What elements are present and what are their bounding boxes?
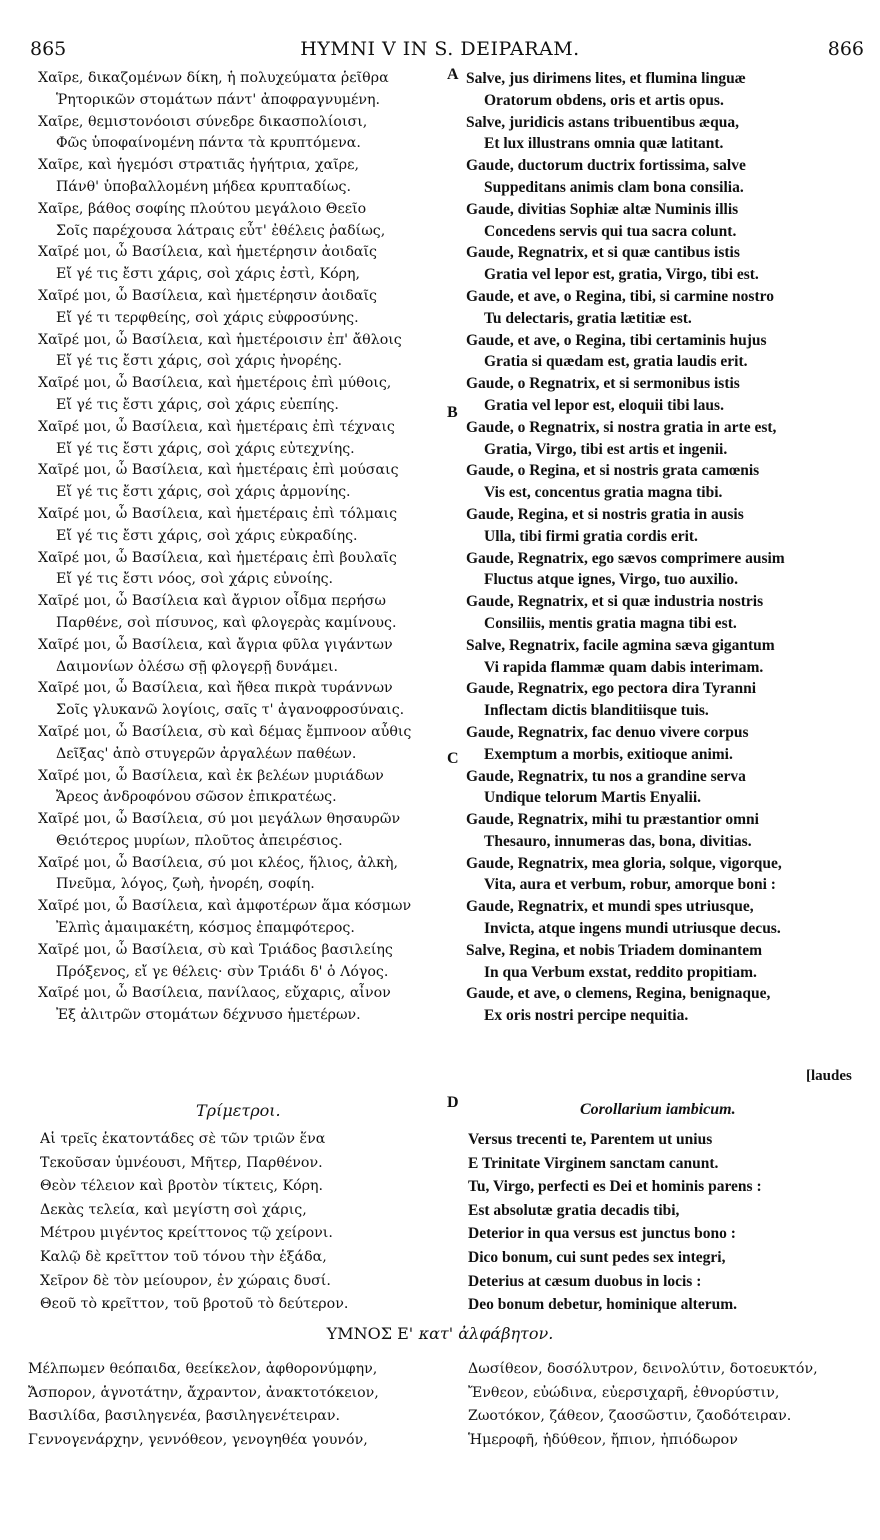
latin-verse-line: Gaude, Regnatrix, fac denuo vivere corpus [466,723,749,741]
corollarium-verses [468,1128,878,1317]
page-header [0,38,880,64]
greek-verse-line: Χαῖρέ μοι, ὦ Βασίλεια καὶ ἄγριον οἶδμα περήσω [38,593,387,610]
greek-verse-line: Σοῖς παρέχουσα λάτραις εὖτ' ἐθέλεις ῥαδίως, [56,222,386,239]
greek-verse-line: Ἐξ ἀλιτρῶν στομάτων δέχνυσο ἡμετέρων. [56,1007,361,1024]
greek-verse-line: Παρθένε, σοὶ πίσυνος, καὶ φλογερὰς καμίνους. [56,614,397,631]
greek-verse-line: Ἄρεος ἀνδροφόνου σῶσον ἐπικρατέως. [56,789,337,806]
greek-verse-line: Πνεῦμα, λόγος, ζωὴ, ἠνορέη, σοφίη. [56,876,315,893]
latin-verse-line: Et lux illustrans omnia quæ latitant. [484,135,724,153]
latin-verse-line: Gratia, Virgo, tibi est artis et ingenii. [484,440,728,458]
greek-verse-line: Χαῖρε, καὶ ἡγεμόσι στρατιᾶς ἡγήτρια, χαῖρε, [38,157,359,174]
corollarium-line: Versus trecenti te, Parentem ut unius [468,1131,713,1148]
latin-verse-line: Gaude, Regnatrix, ego pectora dira Tyranni [466,680,757,698]
greek-verse-line: Εἴ γέ τις ἔστι χάρις, σοὶ χάρις ἠνορέης. [56,353,343,370]
hymn-right-column [468,1358,878,1452]
hymn-line: Ζωοτόκον, ζάθεον, ζαοσῶστιν, ζαοδότειραν. [468,1408,792,1424]
hymn-title-number: ΥΜΝΟΣ Ε' [326,1324,414,1343]
greek-verse-line: Χαῖρέ μοι, ὦ Βασίλεια, καὶ ἡμετέραις ἐπὶ βουλαῖς [38,549,397,566]
latin-verse-line: Gaude, o Regina, et si nostris grata camœnis [466,462,760,480]
greek-verse-line: Χαῖρέ μοι, ὦ Βασίλεια, καὶ ἀμφοτέρων ἅμα κόσμων [38,898,412,915]
latin-verse-line: Salve, jus dirimens lites, et flumina linguæ [466,70,746,87]
latin-verse-line: Gaude, Regnatrix, ego sævos comprimere ausim [466,549,785,567]
latin-verse-line: Gratia vel lepor est, gratia, Virgo, tibi est. [484,266,759,284]
latin-verse-line: Gaude, Regnatrix, et si quæ industria nostris [466,593,764,611]
greek-verse-line: Εἴ γέ τις ἔστι χάρις, σοὶ χάρις ἐστὶ, Κόρη, [56,266,360,283]
greek-verse-line: Εἴ γέ τις ἔστι χάρις, σοὶ χάρις εὐτεχνίης. [56,440,355,457]
latin-verse-line: Gaude, ductorum ductrix fortissima, salve [466,157,746,175]
greek-verse-line: Θειότερος μυρίων, πλοῦτος ἀπειρέσιος. [56,832,343,849]
margin-marker-a: A [447,66,459,83]
greek-verse-line: Χαῖρε, δικαζομένων δίκη, ἡ πολυχεύματα ῥεῖθρα [38,70,389,86]
latin-column [466,68,876,1027]
greek-verse-line: Χαῖρέ μοι, ὦ Βασίλεια, σὺ καὶ Τριάδος βασιλείης [38,941,393,958]
latin-verse-line: Salve, Regnatrix, facile agmina sæva gigantum [466,636,775,654]
latin-verse-line: Gaude, Regina, et si nostris gratia in ausis [466,505,744,523]
greek-verse-line: Χαῖρέ μοι, ὦ Βασίλεια, καὶ ἤθεα πικρὰ τυράννων [38,680,393,697]
latin-verse-line: Concedens servis qui tua sacra colunt. [484,222,737,240]
hymn-line: Γεννογενάρχην, γεννόθεον, γενογηθέα γουνόν, [28,1431,368,1448]
corollarium-line: Deterius at cæsum duobus in locis : [468,1272,702,1290]
hymn-title-subtitle: κατ' ἀλφάβητον. [418,1324,554,1343]
greek-verse-line: Εἴ γέ τις ἔστι χάρις, σοὶ χάρις εὐκραδίης. [56,527,358,544]
corollarium-line: Dico bonum, cui sunt pedes sex integri, [468,1248,726,1266]
greek-verse-line: Εἴ γέ τις ἔστι νόος, σοὶ χάρις εὐνοίης. [56,571,334,588]
hymn-title [0,1324,880,1344]
trimeter-title: Τρίμετροι. [196,1101,281,1120]
latin-verse-line: Gaude, Regnatrix, tu nos a grandine serva [466,767,746,785]
laudes-note: [laudes [806,1068,852,1084]
latin-verse-line: Gaude, o Regnatrix, si nostra gratia in arte est, [466,418,777,436]
latin-verse-line: Invicta, atque ingens mundi utriusque decus. [484,920,781,938]
greek-verse-line: Χαῖρέ μοι, ὦ Βασίλεια, καὶ ἐκ βελέων μυριάδων [38,767,384,784]
greek-verse-line: Χαῖρέ μοι, ὦ Βασίλεια, σὺ καὶ δέμας ἔμπνοον αὖθις [38,723,412,740]
latin-verse-line: Gaude, Regnatrix, mea gloria, solque, vigorque, [466,854,782,872]
greek-verse-line: Χαῖρέ μοι, ὦ Βασίλεια, καὶ ἡμετέροις ἐπὶ μύθοις, [38,375,392,392]
latin-verse-line: Vita, aura et verbum, robur, amorque boni : [484,876,776,894]
trimeter-line: Δεκὰς τελεία, καὶ μεγίστη σοὶ χάρις, [40,1201,307,1218]
latin-verse-line: In qua Verbum exstat, reddito propitiam. [484,963,757,981]
hymn-left-column [28,1358,448,1452]
greek-verse-line: Χαῖρέ μοι, ὦ Βασίλεια, καὶ ἡμετέρησιν ἀοιδαῖς [38,244,377,261]
trimeter-line: Αἱ τρεῖς ἑκατοντάδες σὲ τῶν τριῶν ἕνα [40,1131,326,1147]
latin-verse-line: Consiliis, mentis gratia magna tibi est. [484,614,737,632]
greek-verse-line: Πάνθ' ὑποβαλλομένη μήδεα κρυπταδίως. [56,178,351,195]
greek-verse-line: Εἴ γέ τις ἔστι χάρις, σοὶ χάρις ἁρμονίης. [56,484,351,501]
trimeter-line: Χεῖρον δὲ τὸν μείουρον, ἐν χώραις δυσί. [40,1272,331,1289]
latin-verse-line: Ulla, tibi firmi gratia cordis erit. [484,527,698,545]
hymn-line: Ἔνθεον, εὐώδινα, εὐερσιχαρῆ, ἐθνορύστιν, [468,1384,780,1401]
hymn-line: Δωσίθεον, δοσόλυτρον, δεινολύτιν, δοτοευκτόν, [468,1361,818,1377]
trimeter-line: Τεκοῦσαν ὑμνέουσι, Μῆτερ, Παρθένον. [40,1154,323,1171]
greek-verse-line: Χαῖρέ μοι, ὦ Βασίλεια, καὶ ἡμετέραις ἐπὶ τέχναις [38,418,395,435]
greek-verse-line: Σοῖς γλυκανῶ λογίοις, σαῖς τ' ἀγανοφροσύναις. [56,702,405,719]
trimeter-line: Θεὸν τέλειον καὶ βροτὸν τίκτεις, Κόρη. [40,1178,324,1195]
latin-verse-line: Inflectam dictis blanditiisque tuis. [484,702,709,720]
trimeter-line: Θεοῦ τὸ κρεῖττον, τοῦ βροτοῦ τὸ δεύτερον. [40,1296,349,1313]
greek-verse-line: Χαῖρέ μοι, ὦ Βασίλεια, σύ μοι κλέος, ἥλιος, ἀλκὴ, [38,854,399,871]
hymn-line: Ἄσπορον, ἁγνοτάτην, ἄχραντον, ἀνακτοτόκειον, [28,1384,379,1401]
running-title: HYMNI V IN S. DEIPARAM. [300,38,580,60]
latin-verse-line: Gaude, Regnatrix, et mundi spes utriusque, [466,898,754,916]
greek-verse-line: Χαῖρε, βάθος σοφίης πλούτου μεγάλοιο Θεεῖο [38,200,367,217]
latin-verse-line: Gaude, et ave, o clemens, Regina, benignaque, [466,985,771,1003]
latin-verse-line: Tu delectaris, gratia lætitiæ est. [484,309,692,327]
latin-verse-line: Salve, juridicis astans tribuentibus æqua, [466,113,740,131]
hymn-line: Μέλπωμεν θεόπαιδα, θεείκελον, ἀφθορονύμφην, [28,1361,378,1377]
latin-verse-line: Gratia vel lepor est, eloquii tibi laus. [484,396,724,414]
greek-verse-line: Πρόξενος, εἴ γε θέλεις· σὺν Τριάδι δ' ὁ Λόγος. [56,963,389,980]
greek-verse-line: Ἐλπὶς ἀμαιμακέτη, κόσμος ἐπαμφότερος. [56,920,355,937]
page-number-left: 865 [30,38,67,60]
latin-verse-line: Ex oris nostri percipe nequitia. [484,1007,689,1025]
latin-verse-line: Exemptum a morbis, exitioque animi. [484,745,733,763]
greek-verse-line: Χαῖρέ μοι, ὦ Βασίλεια, καὶ ἡμετέροισιν ἐπ' ἄθλοις [38,331,402,348]
greek-verse-line: Χαῖρέ μοι, ὦ Βασίλεια, καὶ ἡμετέραις ἐπὶ μούσαις [38,462,399,479]
latin-verse-line: Gaude, et ave, o Regina, tibi certaminis hujus [466,331,767,349]
corollarium-title: Corollarium iambicum. [580,1101,736,1118]
latin-verse-line: Salve, Regina, et nobis Triadem dominantem [466,941,763,959]
greek-verse-line: Χαῖρέ μοι, ὦ Βασίλεια, σύ μοι μεγάλων θησαυρῶν [38,811,401,828]
page-number-right: 866 [827,38,864,60]
trimeter-verses [40,1128,450,1317]
latin-verse-line: Thesauro, innumeras das, bona, divitias. [484,832,752,850]
greek-verse-line: Χαῖρε, θεμιστονόοισι σύνεδρε δικασπολίοισι, [38,113,368,130]
corollarium-line: E Trinitate Virginem sanctam canunt. [468,1154,719,1172]
greek-column [38,68,448,1027]
latin-verse-line: Suppeditans animis clam bona consilia. [484,178,744,196]
hymn-line: Βασιλίδα, βασιληγενέα, βασιληγενέτειραν. [28,1408,341,1424]
latin-verse-line: Vi rapida flammæ quam dabis interimam. [484,658,764,676]
greek-verse-line: Εἴ γέ τι τερφθείης, σοὶ χάρις εὐφροσύνης. [56,309,359,326]
latin-verse-line: Gaude, divitias Sophiæ altæ Numinis illis [466,200,739,218]
corollarium-line: Deo bonum debetur, hominique alterum. [468,1296,737,1314]
latin-verse-line: Gaude, Regnatrix, mihi tu præstantior omni [466,811,759,829]
greek-verse-line: Χαῖρέ μοι, ὦ Βασίλεια, καὶ ἄγρια φῦλα γιγάντων [38,636,393,653]
trimeter-line: Καλῷ δὲ κρεῖττον τοῦ τόνου τὴν ἑξάδα, [40,1248,327,1265]
greek-verse-line: Φῶς ὑποφαίνομένη πάντα τὰ κρυπτόμενα. [56,135,361,152]
latin-verse-line: Vis est, concentus gratia magna tibi. [484,484,723,502]
trimeter-line: Μέτρου μιγέντος κρείττονος τῷ χείρονι. [40,1225,333,1242]
latin-verse-line: Fluctus atque ignes, Virgo, tuo auxilio. [484,571,739,589]
latin-verse-line: Gaude, Regnatrix, et si quæ cantibus istis [466,244,740,262]
latin-verse-line: Gaude, o Regnatrix, et si sermonibus istis [466,375,740,393]
hymn-line: Ἡμεροφῆ, ἡδύθεον, ἤπιον, ἠπιόδωρον [468,1431,738,1448]
margin-marker-c: C [447,750,459,767]
corollarium-line: Tu, Virgo, perfecti es Dei et hominis parens : [468,1178,762,1196]
latin-verse-line: Oratorum obdens, oris et artis opus. [484,91,724,109]
margin-marker-d: D [447,1094,459,1111]
latin-verse-line: Gratia si quædam est, gratia laudis erit. [484,353,748,371]
greek-verse-line: Δεῖξας' ἀπὸ στυγερῶν ἀργαλέων παθέων. [56,745,357,762]
greek-verse-line: Εἴ γέ τις ἔστι χάρις, σοὶ χάρις εὐεπίης. [56,396,339,413]
corollarium-line: Deterior in qua versus est junctus bono : [468,1225,736,1243]
greek-verse-line: Χαῖρέ μοι, ὦ Βασίλεια, καὶ ἡμετέρησιν ἀοιδαῖς [38,287,377,304]
latin-verse-line: Gaude, et ave, o Regina, tibi, si carmine nostro [466,287,774,305]
greek-verse-line: Ῥητορικῶν στομάτων πάντ' ἀποφραγνυμένη. [56,91,381,108]
latin-verse-line: Undique telorum Martis Enyalii. [484,789,702,807]
margin-marker-b: B [447,404,458,421]
greek-verse-line: Χαῖρέ μοι, ὦ Βασίλεια, καὶ ἡμετέραις ἐπὶ τόλμαις [38,505,398,522]
greek-verse-line: Δαιμονίων ὀλέσω σῇ φλογερῇ δυνάμει. [56,658,339,675]
greek-verse-line: Χαῖρέ μοι, ὦ Βασίλεια, πανίλαος, εὔχαρις, αἶνον [38,985,391,1002]
corollarium-line: Est absolutæ gratia decadis tibi, [468,1201,680,1219]
